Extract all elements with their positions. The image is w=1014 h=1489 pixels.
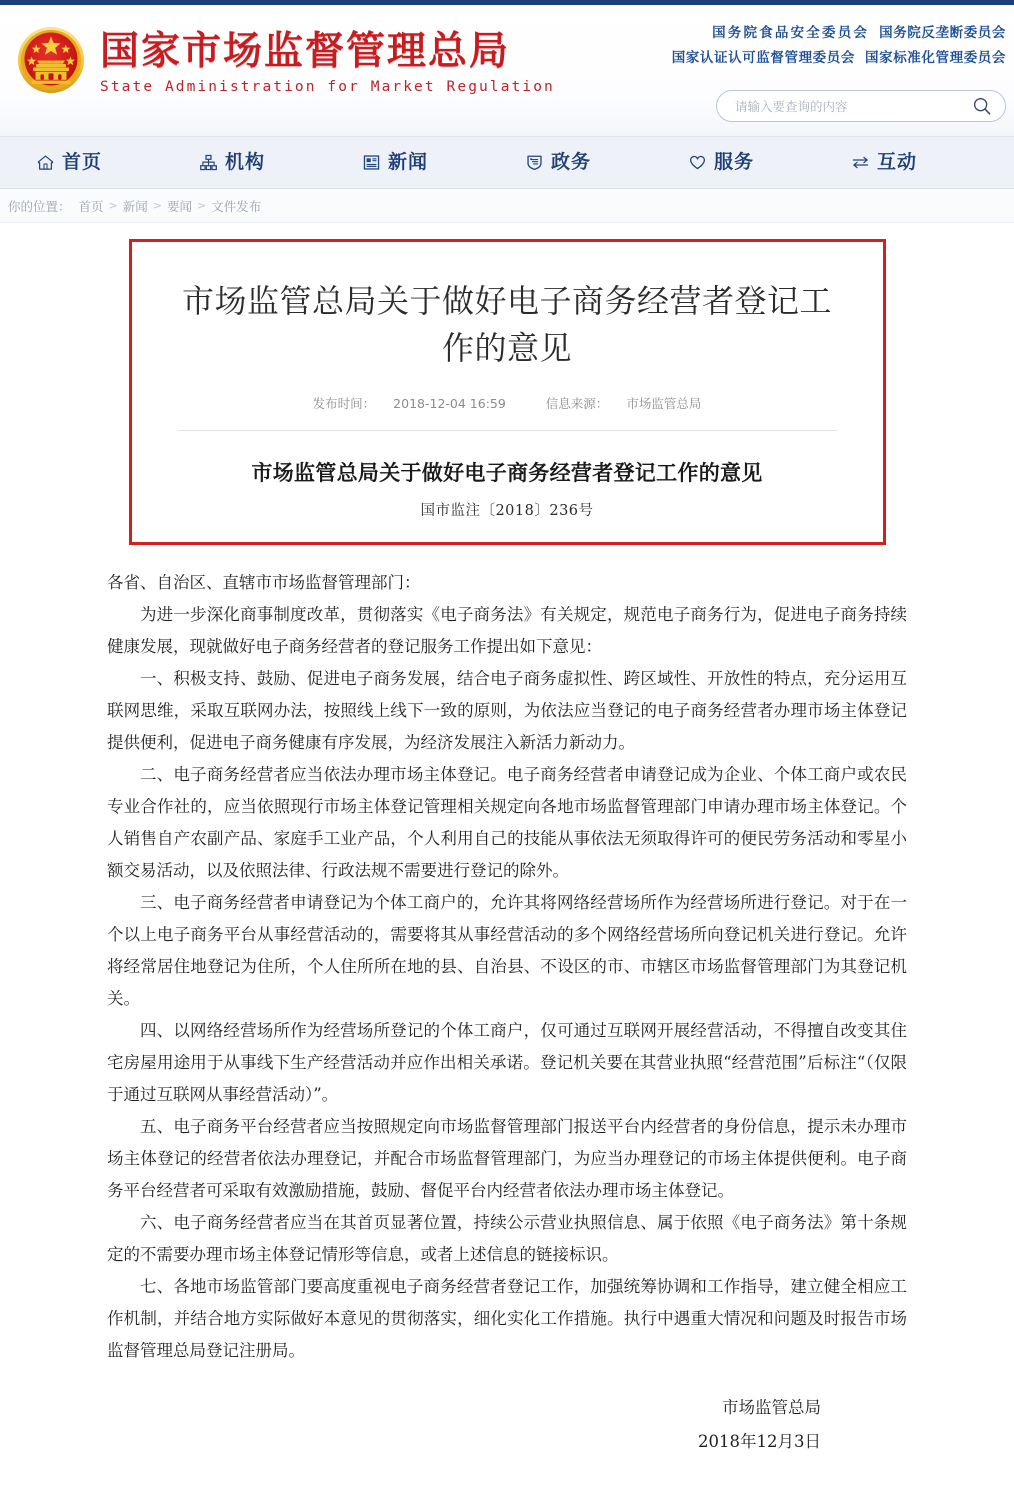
paragraph-item-4: 四、以网络经营场所作为经营场所登记的个体工商户，仅可通过互联网开展经营活动，不得擅自改变其住宅房屋用途用于从事线下生产经营活动并应作出相关承诺。登记机关要在其营业执照“经营范围”后标注“（仅限于通过互联网从事经营活动）”。 <box>107 1021 907 1104</box>
nav-label-home: 首页 <box>62 151 103 173</box>
paragraph-item-6: 六、电子商务经营者应当在其首页显著位置，持续公示营业执照信息、属于依照《电子商务法》第十条规定的不需要办理市场主体登记情形等信息，或者上述信息的链接标识。 <box>107 1213 907 1264</box>
paragraph-item-5: 五、电子商务平台经营者应当按照规定向市场监督管理部门报送平台内经营者的身份信息，提示未办理市场主体登记的经营者依法办理登记，并配合市场监督管理部门，为应当办理登记的市场主体提供便利。电子商务平台经营者可采取有效激励措施，鼓励、督促平台内经营者依法办理市场主体登记。 <box>107 1117 907 1200</box>
breadcrumb <box>8 197 261 215</box>
breadcrumb-item-news[interactable]: 新闻 <box>122 198 148 214</box>
breadcrumb-separator: > <box>108 199 118 212</box>
paragraph-item-3: 三、电子商务经营者申请登记为个体工商户的，允许其将网络经营场所作为经营场所进行登记。对于在一个以上电子商务平台从事经营活动的，需要将其从事经营活动的多个网络经营场所向登记机关进行登记。允许将经常居住地登记为住所，个人住所所在地的县、自治县、不设区的市、市辖区市场监督管理部门为其登记机关。 <box>107 893 907 1008</box>
publish-time-label: 发布时间： 2018-12-04 16:59 <box>312 396 506 411</box>
breadcrumb-item-home[interactable]: 首页 <box>78 198 104 214</box>
paragraph-item-7: 七、各地市场监管部门要高度重视电子商务经营者登记工作，加强统筹协调和工作指导，建立健全相应工作机制，并结合地方实际做好本意见的贯彻落实，细化实化工作措施。执行中遇重大情况和问题及时报告市场监督管理总局登记注册局。 <box>107 1277 907 1360</box>
paragraph-preamble: 为进一步深化商事制度改革，贯彻落实《电子商务法》有关规定，规范电子商务行为，促进电子商务持续健康发展，现就做好电子商务经营者的登记服务工作提出如下意见： <box>107 605 907 656</box>
committee-link-standardization[interactable]: 国家标准化管理委员会 <box>865 50 1006 66</box>
nav-item-government-affairs[interactable] <box>525 153 688 172</box>
committee-row-2 <box>646 46 1006 66</box>
brand-title-cn: 国家市场监督管理总局 <box>100 29 511 74</box>
search-icon <box>972 96 992 116</box>
org-chart-icon <box>199 153 218 172</box>
nav-item-services[interactable] <box>688 153 851 172</box>
signature-block <box>107 1391 907 1459</box>
paragraph-item-1: 一、积极支持、鼓励、促进电子商务发展，结合电子商务虚拟性、跨区域性、开放性的特点，充分运用互联网思维，采取互联网办法，按照线上线下一致的原则，为依法应当登记的电子商务经营者办理市场主体登记提供便利，促进电子商务健康有序发展，为经济发展注入新活力新动力。 <box>107 669 907 752</box>
source-label: 信息来源： 市场监管总局 <box>545 396 702 411</box>
committee-links <box>646 21 1006 71</box>
article-body <box>107 567 907 1489</box>
search-box[interactable] <box>716 90 1006 122</box>
source-value: 市场监管总局 <box>626 396 702 411</box>
nav-label-organization: 机构 <box>225 151 266 173</box>
nav-label-services: 服务 <box>714 151 755 173</box>
search-input[interactable] <box>735 99 971 114</box>
breadcrumb-item-document-release[interactable]: 文件发布 <box>211 198 262 214</box>
committee-link-food-safety[interactable]: 国务院食品安全委员会 <box>712 25 870 41</box>
breadcrumb-bar <box>0 189 1014 223</box>
exchange-arrows-icon <box>851 153 870 172</box>
breadcrumb-item-headlines[interactable]: 要闻 <box>166 198 192 214</box>
signature-date: 2018年12月3日 <box>698 1432 821 1451</box>
nav-item-news[interactable] <box>362 153 525 172</box>
national-emblem-icon <box>12 23 90 101</box>
nav-item-organization[interactable] <box>199 153 362 172</box>
site-brand[interactable] <box>12 23 555 101</box>
brand-title-en: State Administration for Market Regulation <box>100 79 555 95</box>
committee-link-antitrust[interactable]: 国务院反垄断委员会 <box>879 25 1006 41</box>
publish-time-value: 2018-12-04 16:59 <box>393 396 506 411</box>
search-button[interactable] <box>971 95 993 117</box>
meta-divider <box>178 430 837 431</box>
paragraph-addressee: 各省、自治区、直辖市市场监督管理部门： <box>107 573 421 592</box>
breadcrumb-label: 你的位置： <box>8 198 71 214</box>
committee-link-certification[interactable]: 国家认证认可监督管理委员会 <box>671 50 855 66</box>
signature-organization: 市场监管总局 <box>722 1398 821 1417</box>
document-number: 国市监注〔2018〕236号 <box>420 503 594 519</box>
nav-item-interaction[interactable] <box>851 153 1014 172</box>
article-title-box <box>129 239 886 545</box>
committee-row-1 <box>646 21 1006 41</box>
site-header <box>0 5 1014 136</box>
article-meta <box>172 394 843 412</box>
nav-label-government-affairs: 政务 <box>551 151 592 173</box>
nav-label-interaction: 互动 <box>877 151 918 173</box>
page-title: 市场监管总局关于做好电子商务经营者登记工作的意见 <box>181 282 832 367</box>
document-heading: 市场监管总局关于做好电子商务经营者登记工作的意见 <box>251 461 763 485</box>
heart-icon <box>688 153 707 172</box>
home-icon <box>36 153 55 172</box>
breadcrumb-separator: > <box>152 199 162 212</box>
nav-label-news: 新闻 <box>388 151 429 173</box>
nav-item-home[interactable] <box>36 153 199 172</box>
main-navigation <box>0 136 1014 189</box>
shield-icon <box>525 153 544 172</box>
news-document-icon <box>362 153 381 172</box>
article <box>0 239 1014 1489</box>
breadcrumb-separator: > <box>197 199 207 212</box>
paragraph-item-2: 二、电子商务经营者应当依法办理市场主体登记。电子商务经营者申请登记成为企业、个体工商户或农民专业合作社的，应当依照现行市场主体登记管理相关规定向各地市场监督管理部门申请办理市场主体登记。个人销售自产农副产品、家庭手工业产品，个人利用自己的技能从事依法无须取得许可的便民劳务活动和零星小额交易活动，以及依照法律、行政法规不需要进行登记的除外。 <box>107 765 907 880</box>
